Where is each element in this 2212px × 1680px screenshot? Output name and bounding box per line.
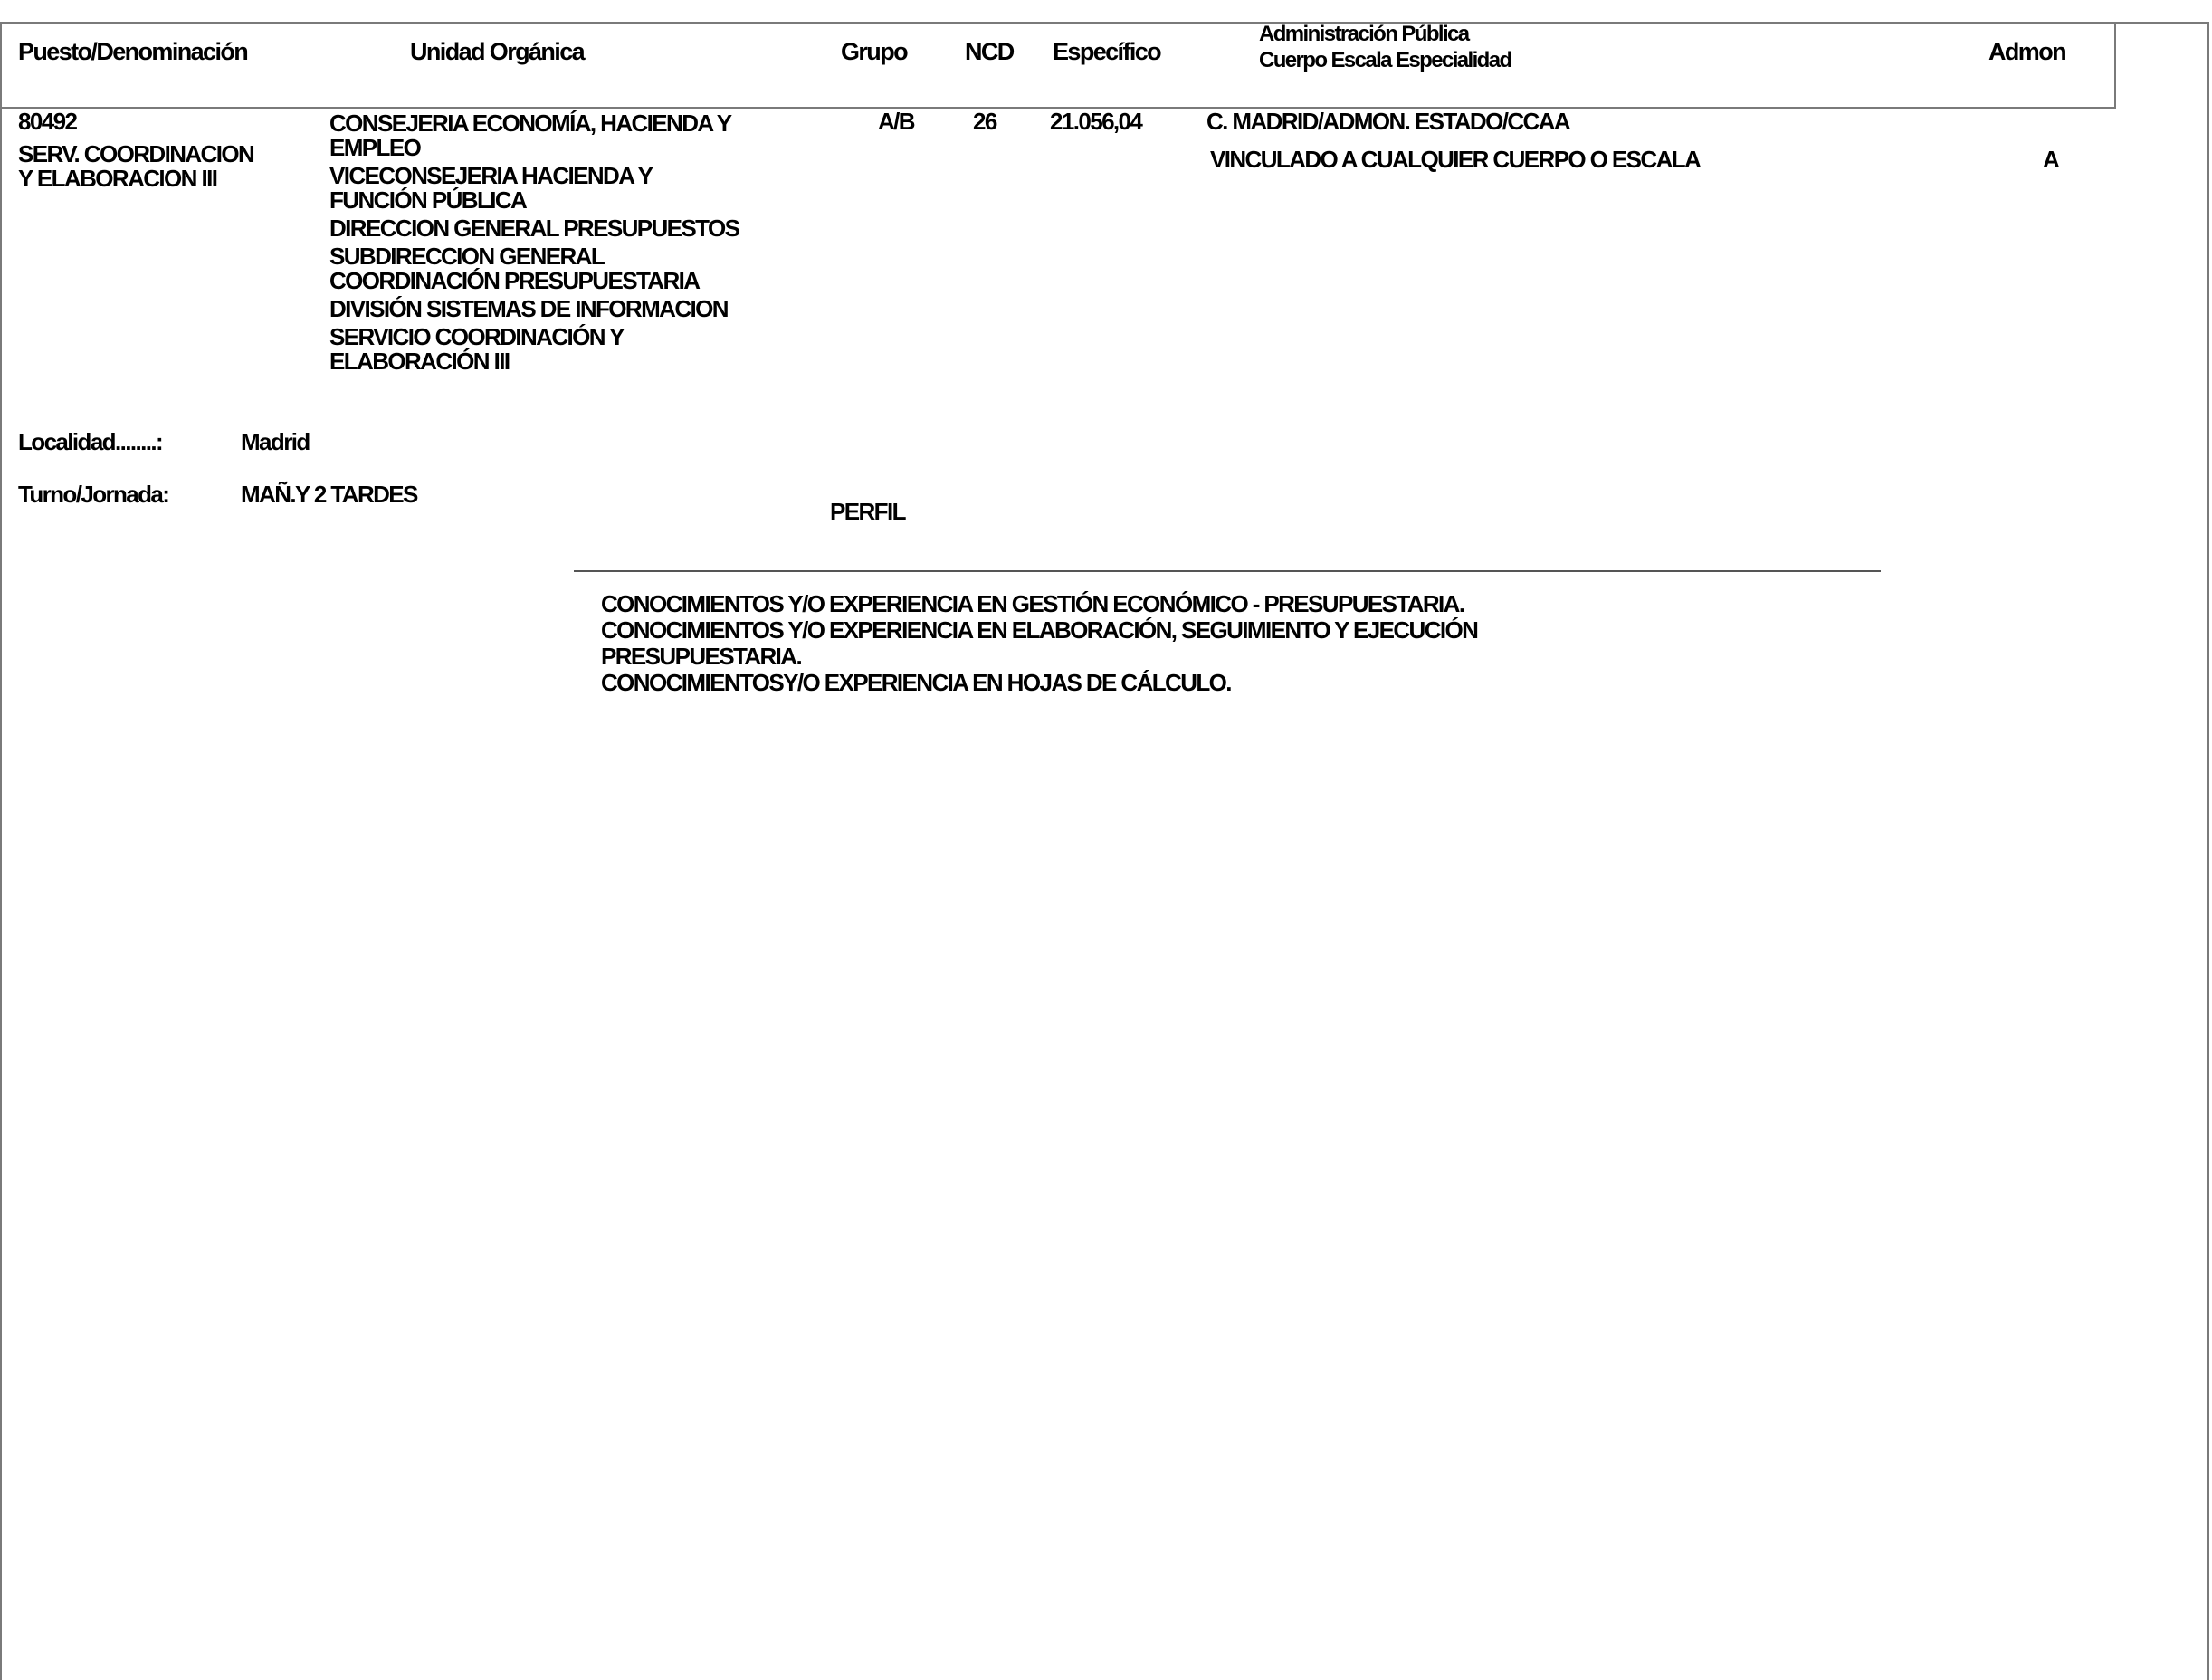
unit-line: SUBDIRECCION GENERAL bbox=[329, 243, 605, 270]
unit-line: EMPLEO bbox=[329, 134, 421, 161]
unit-line: SERVICIO COORDINACIÓN Y bbox=[329, 323, 624, 350]
header-especifico: Específico bbox=[1053, 38, 1161, 65]
header-admon: Admon bbox=[1988, 38, 2065, 65]
post-name-line: SERV. COORDINACION bbox=[18, 140, 254, 167]
unit-line: VICECONSEJERIA HACIENDA Y bbox=[329, 162, 653, 189]
localidad-value: Madrid bbox=[241, 428, 310, 455]
table-header-box bbox=[0, 22, 2116, 109]
perfil-line: CONOCIMIENTOSY/O EXPERIENCIA EN HOJAS DE CÁLCULO. bbox=[601, 669, 1231, 696]
unit-list bbox=[329, 111, 739, 377]
unit-item bbox=[329, 325, 739, 374]
header-cuerpo-escala: Cuerpo Escala Especialidad bbox=[1259, 48, 1511, 72]
perfil-line: CONOCIMIENTOS Y/O EXPERIENCIA EN ELABORACIÓN, SEGUIMIENTO Y EJECUCIÓN bbox=[601, 616, 1478, 644]
turno-value: MAÑ.Y 2 TARDES bbox=[241, 481, 417, 508]
header-unidad: Unidad Orgánica bbox=[410, 38, 585, 65]
perfil-line: PRESUPUESTARIA. bbox=[601, 643, 802, 670]
post-name-line: Y ELABORACION III bbox=[18, 165, 217, 192]
unit-item bbox=[329, 216, 739, 241]
unit-item bbox=[329, 164, 739, 213]
unit-line: CONSEJERIA ECONOMÍA, HACIENDA Y bbox=[329, 110, 731, 137]
unit-line: DIVISIÓN SISTEMAS DE INFORMACION bbox=[329, 295, 728, 322]
ncd-value: 26 bbox=[973, 108, 996, 135]
post-code: 80492 bbox=[18, 108, 77, 135]
unit-item bbox=[329, 297, 739, 321]
unit-line: DIRECCION GENERAL PRESUPUESTOS bbox=[329, 215, 739, 242]
cuerpo-value: VINCULADO A CUALQUIER CUERPO O ESCALA bbox=[1210, 146, 1701, 173]
unit-line: FUNCIÓN PÚBLICA bbox=[329, 186, 527, 214]
header-ncd: NCD bbox=[965, 38, 1014, 65]
header-puesto: Puesto/Denominación bbox=[18, 38, 248, 65]
unit-line: COORDINACIÓN PRESUPUESTARIA bbox=[329, 267, 700, 294]
especifico-value: 21.056,04 bbox=[1050, 108, 1142, 135]
header-administracion: Administración Pública bbox=[1259, 22, 1469, 46]
perfil-line: CONOCIMIENTOS Y/O EXPERIENCIA EN GESTIÓN ECONÓMICO - PRESUPUESTARIA. bbox=[601, 590, 1464, 617]
unit-line: ELABORACIÓN III bbox=[329, 348, 510, 375]
perfil-divider bbox=[574, 570, 1881, 572]
unit-item bbox=[329, 111, 739, 160]
unit-item bbox=[329, 244, 739, 293]
perfil-block bbox=[601, 591, 1477, 696]
turno-label: Turno/Jornada: bbox=[18, 481, 169, 508]
administracion-value: C. MADRID/ADMON. ESTADO/CCAA bbox=[1206, 108, 1570, 135]
admon-value: A bbox=[2043, 146, 2059, 173]
post-name bbox=[18, 142, 253, 191]
grupo-value: A/B bbox=[878, 108, 914, 135]
perfil-title: PERFIL bbox=[830, 498, 905, 525]
localidad-label: Localidad........: bbox=[18, 428, 163, 455]
header-grupo: Grupo bbox=[841, 38, 907, 65]
